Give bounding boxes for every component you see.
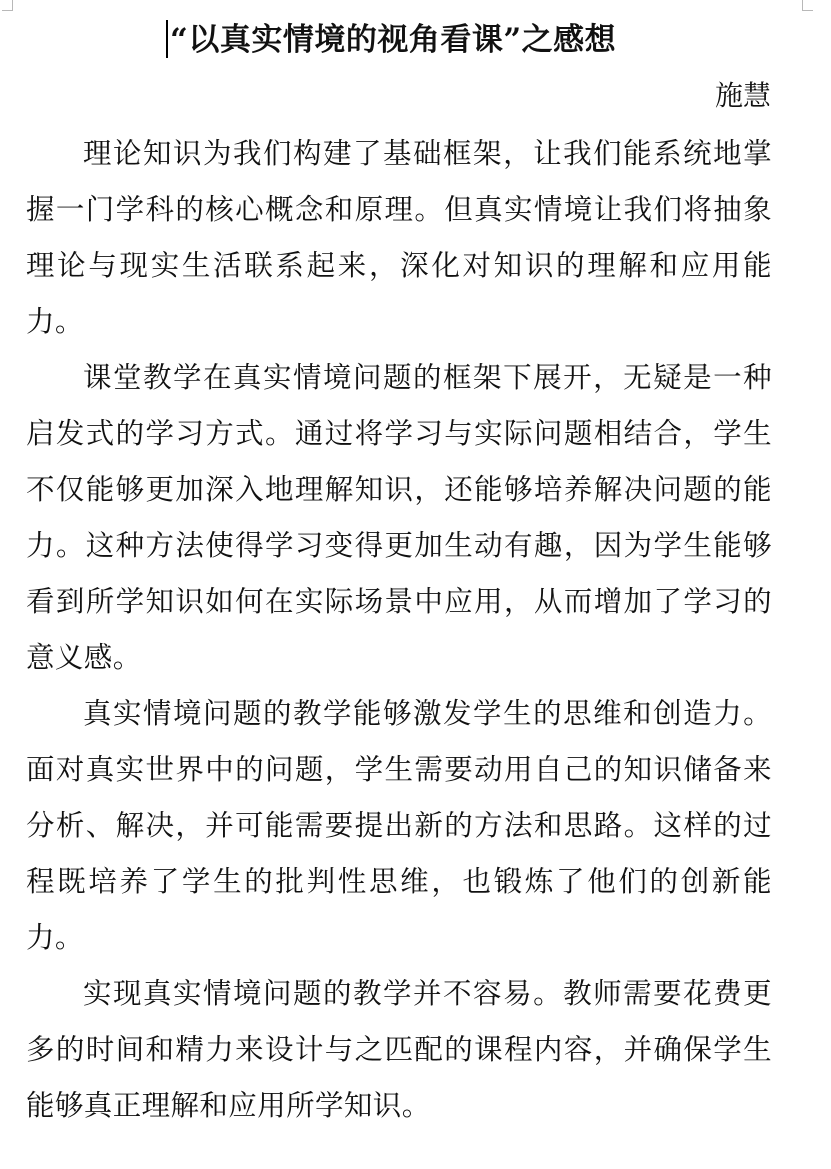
text-cursor (166, 20, 168, 58)
document-title[interactable]: “以真实情境的视角看课”之感想 (170, 22, 617, 58)
paragraph-1[interactable]: 理论知识为我们构建了基础框架，让我们能系统地掌握一门学科的核心概念和原理。但真实情境让我们将抽象理论与现实生活联系起来，深化对知识的理解和应用能力。 (26, 137, 772, 338)
page-corner-mark-top-right (802, 0, 813, 11)
page-corner-mark-top-left (2, 0, 13, 11)
author-name[interactable]: 施慧 (714, 79, 771, 112)
paragraph-3[interactable]: 真实情境问题的教学能够激发学生的思维和创造力。面对真实世界中的问题，学生需要动用自己的知识储备来分析、解决，并可能需要提出新的方法和思路。这样的过程既培养了学生的批判性思维，也锻炼了他们的创新能力。 (26, 697, 772, 954)
document-body[interactable] (26, 126, 772, 1134)
paragraph-2[interactable]: 课堂教学在真实情境问题的框架下展开，无疑是一种启发式的学习方式。通过将学习与实际问题相结合，学生不仅能够更加深入地理解知识，还能够培养解决问题的能力。这种方法使得学习变得更加生动有趣，因为学生能够看到所学知识如何在实际场景中应用，从而增加了学习的意义感。 (26, 361, 772, 674)
paragraph-4[interactable]: 实现真实情境问题的教学并不容易。教师需要花费更多的时间和精力来设计与之匹配的课程内容，并确保学生能够真正理解和应用所学知识。 (26, 977, 772, 1122)
